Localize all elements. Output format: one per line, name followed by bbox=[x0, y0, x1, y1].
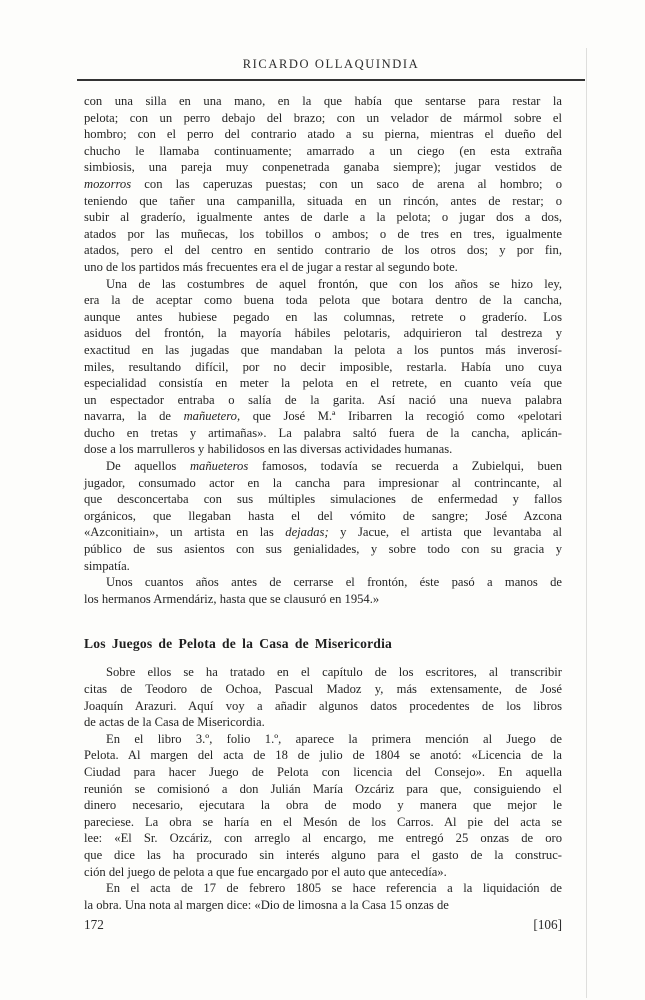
text-line bbox=[84, 714, 562, 731]
text-segment: Unos cuantos años antes de cerrarse el frontón, éste pasó a manos de bbox=[106, 575, 562, 590]
text-line bbox=[84, 781, 562, 798]
text-line bbox=[84, 541, 562, 558]
text-segment: público de sus asientos con sus genialidades, y sobre todo con su gracia y bbox=[84, 542, 562, 557]
text-segment: jugador, consumado actor en la cancha para impresionar al contrincante, al bbox=[84, 475, 562, 490]
text-segment: «Azconitiain», un artista en las bbox=[84, 525, 286, 540]
text-line bbox=[84, 226, 562, 243]
text-segment: navarra, la de bbox=[84, 409, 184, 424]
text-segment: la obra. Una nota al margen dice: «Dio de limosna a la Casa 15 onzas de bbox=[84, 897, 449, 912]
text-segment: chucho le llamaba continuamente; amarrado a un ciego (en esta extraña bbox=[84, 143, 562, 158]
text-line bbox=[84, 664, 562, 681]
text-segment: atados, pero el del centro en sentido contrario de los otros dos; y por fin, bbox=[84, 243, 562, 258]
text-segment: que dice las ha procurado sin interés alguno para el gasto de la construc- bbox=[84, 847, 562, 862]
text-segment: orgánicos, que llegaban hasta el del vómito de sangre; José Azcona bbox=[84, 508, 562, 523]
paragraph bbox=[84, 731, 562, 880]
text-segment: famosos, todavía se recuerda a Zubielqui, buen bbox=[248, 459, 562, 474]
text-segment: subir al graderío, igualmente antes de darle a la pelota; o jugar dos a dos, bbox=[84, 210, 562, 225]
text-line bbox=[84, 359, 562, 376]
text-segment: dinero necesario, ejecutara la obra de modo y manera que mejor le bbox=[84, 798, 562, 813]
text-line bbox=[84, 847, 562, 864]
text-segment: ción del juego de pelota a que fue encargado por el auto que antecedía». bbox=[84, 864, 447, 879]
text-segment: simpatía. bbox=[84, 558, 130, 573]
text-segment: un espectador entraba o salía de la garita. Así nació una nueva palabra bbox=[84, 392, 562, 407]
text-line bbox=[84, 524, 562, 541]
text-line bbox=[84, 508, 562, 525]
text-segment: citas de Teodoro de Ochoa, Pascual Madoz y, más extensamente, de José bbox=[84, 682, 562, 696]
italic-term: dejadas; bbox=[285, 525, 329, 540]
text-segment: En el libro 3.º, folio 1.º, aparece la primera mención al Juego de bbox=[106, 731, 562, 746]
scan-edge-artifact bbox=[586, 48, 587, 998]
text-segment: de actas de la Casa de Misericordia. bbox=[84, 715, 265, 730]
italic-term: mañueteros bbox=[189, 459, 249, 474]
text-segment: Sobre ellos se ha tratado en el capítulo de los escritores, al transcribir bbox=[106, 665, 562, 680]
page-number: 172 bbox=[84, 917, 104, 932]
text-line bbox=[84, 764, 562, 781]
text-segment: era la de aceptar como buena toda pelota que botara dentro de la cancha, bbox=[84, 293, 562, 308]
text-segment: miles, resultando difícil, por no decir imposible, restarla. Había uno cuya bbox=[84, 359, 562, 374]
text-segment: atados por las muñecas, los tobillos o ambos; o de tres en tres, igualmente bbox=[84, 226, 562, 241]
text-line bbox=[84, 408, 562, 425]
section-heading: Los Juegos de Pelota de la Casa de Misericordia bbox=[84, 636, 393, 652]
text-segment: Ciudad para hacer Juego de Pelota con licencia del Consejo». En aquella bbox=[84, 764, 562, 779]
text-line bbox=[84, 731, 562, 748]
text-segment: y Jacue, el artista que levantaba al bbox=[328, 525, 562, 540]
text-segment: ducho en tretas y artimañas». La palabra saltó fuera de la cancha, aplicán- bbox=[84, 425, 562, 440]
paragraph bbox=[84, 458, 562, 574]
text-segment: simbiosis, una pareja muy conpenetrada ganaba siempre); jugar vestidos de bbox=[84, 160, 562, 175]
text-line bbox=[84, 558, 562, 575]
text-segment: con las caperuzas puestas; con un saco de arena al hombro; o bbox=[131, 176, 562, 191]
paragraph bbox=[84, 880, 562, 913]
text-segment: que desconcertaba con sus múltiples simulaciones de enfermedad y fallos bbox=[84, 492, 562, 507]
text-line bbox=[84, 425, 562, 442]
text-segment: aunque antes hubiese pegado en las columnas, retrete o graderío. Los bbox=[84, 309, 562, 324]
text-line bbox=[84, 392, 562, 409]
text-line bbox=[84, 897, 562, 914]
text-segment: teniendo que tañer una campanilla, situada en un rincón, antes de restar; o bbox=[84, 193, 562, 208]
paragraph bbox=[84, 664, 562, 730]
text-segment: Una de las costumbres de aquel frontón, que con los años se hizo ley, bbox=[106, 276, 562, 291]
folio-number: [106] bbox=[533, 917, 562, 932]
text-line bbox=[84, 93, 562, 110]
text-line bbox=[84, 375, 562, 392]
text-line bbox=[84, 797, 562, 814]
text-segment: Pelota. Al margen del acta de 18 de julio de 1804 se anotó: «Licencia de la bbox=[84, 748, 562, 763]
running-header: RICARDO OLLAQUINDIA bbox=[242, 57, 420, 71]
italic-term: mozorros bbox=[84, 176, 132, 191]
italic-term: mañuetero, bbox=[183, 409, 241, 424]
text-segment: con una silla en una mano, en la que había que sentarse para restar la bbox=[84, 94, 562, 108]
paragraph bbox=[84, 574, 562, 607]
text-line bbox=[84, 491, 562, 508]
paragraph bbox=[84, 276, 562, 459]
text-line bbox=[84, 814, 562, 831]
text-line bbox=[84, 126, 562, 143]
text-line bbox=[84, 176, 562, 193]
text-line bbox=[84, 143, 562, 160]
text-line bbox=[84, 830, 562, 847]
text-segment: asiduos del frontón, la mayoría hábiles pelotaris, adquirieron tal destreza y bbox=[84, 326, 562, 341]
text-line bbox=[84, 591, 562, 608]
text-line bbox=[84, 209, 562, 226]
text-line bbox=[84, 309, 562, 326]
text-line bbox=[84, 110, 562, 127]
text-line bbox=[84, 864, 562, 881]
text-segment: especialidad consistía en meter la pelota en el retrete, en cuanto veía que bbox=[84, 376, 562, 391]
text-segment: que José M.ª Iribarren la recogió como «pelotari bbox=[240, 409, 562, 424]
text-line bbox=[84, 342, 562, 359]
text-line bbox=[84, 698, 562, 715]
text-line bbox=[84, 159, 562, 176]
text-segment: pelota; con un perro debajo del brazo; con un velador de mármol sobre el bbox=[84, 110, 562, 125]
text-line bbox=[84, 325, 562, 342]
text-segment: De aquellos bbox=[106, 459, 190, 474]
text-segment: Joaquín Arazuri. Aquí voy a añadir algunos datos procedentes de los libros bbox=[84, 698, 562, 713]
text-line bbox=[84, 747, 562, 764]
text-segment: hombro; con el perro del contrario atado a su pierna, mientras el dueño del bbox=[84, 127, 562, 142]
text-line bbox=[84, 441, 562, 458]
text-segment: dose a los marrulleros y habilidosos en las diversas actividades humanas. bbox=[84, 442, 453, 457]
text-line bbox=[84, 458, 562, 475]
text-line bbox=[84, 193, 562, 210]
text-segment: reunión se comisionó a don Julián María Ozcáriz para que, consiguiendo el bbox=[84, 781, 562, 796]
text-line bbox=[84, 475, 562, 492]
text-segment: los hermanos Armendáriz, hasta que se clausuró en 1954.» bbox=[84, 591, 380, 606]
header-rule-divider bbox=[77, 79, 585, 81]
text-line bbox=[84, 880, 562, 897]
text-segment: En el acta de 17 de febrero 1805 se hace referencia a la liquidación de bbox=[106, 881, 562, 896]
page-footer bbox=[84, 917, 562, 933]
text-line bbox=[84, 242, 562, 259]
text-line bbox=[84, 276, 562, 293]
text-segment: pareciese. La obra se haría en el Mesón de los Carros. Al pie del acta se bbox=[84, 814, 562, 829]
text-block bbox=[84, 93, 562, 913]
text-line bbox=[84, 259, 562, 276]
text-segment: uno de los partidos más frecuentes era el de jugar a restar al segundo bote. bbox=[84, 259, 458, 274]
text-segment: lee: «El Sr. Ozcáriz, con arreglo al encargo, me entregó 25 onzas de oro bbox=[84, 831, 562, 846]
text-segment: exactitud en las jugadas que mandaban la pelota a los puntos más inverosí- bbox=[84, 342, 562, 357]
text-line bbox=[84, 681, 562, 698]
paragraph bbox=[84, 93, 562, 276]
text-line bbox=[84, 574, 562, 591]
text-line bbox=[84, 292, 562, 309]
